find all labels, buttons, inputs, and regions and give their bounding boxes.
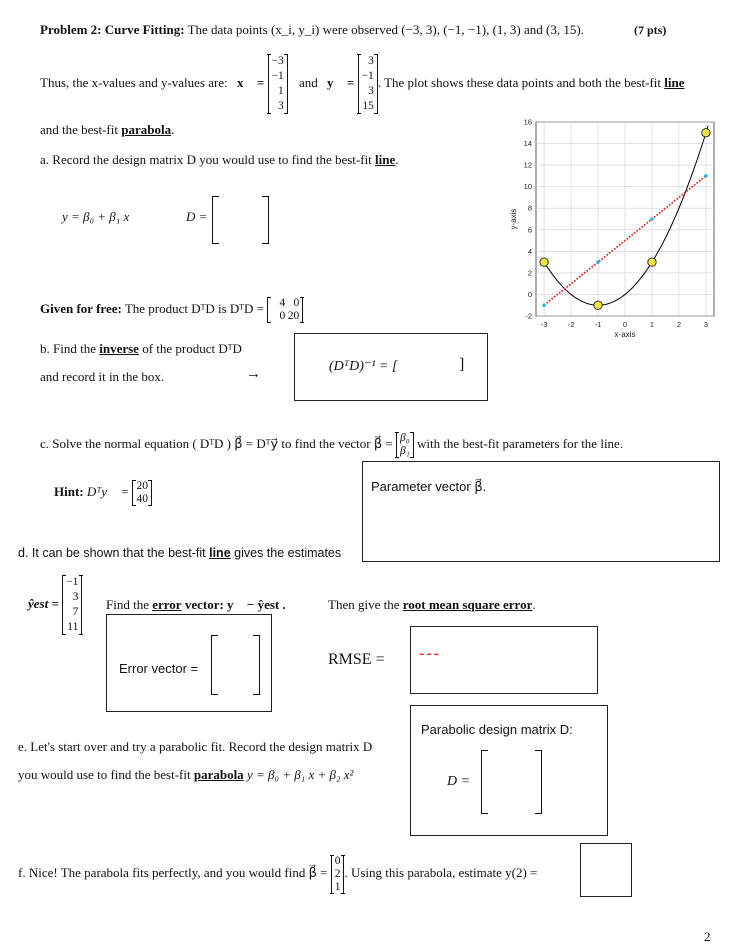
part-e-line1: e. Let's start over and try a parabolic fit. Record the design matrix D: [18, 739, 373, 754]
dtd-entry: 0: [293, 297, 300, 310]
hint-label: Hint:: [54, 484, 84, 499]
line-equation: y = β₀ + β₁ x: [62, 209, 130, 224]
line-word: line: [209, 546, 231, 560]
rmse-label: RMSE =: [328, 651, 385, 668]
part-d-text: d. It can be shown that the best-fit line gives the estimates: [18, 546, 342, 560]
hint-vector: [132, 480, 152, 506]
estimate-point: [542, 303, 546, 307]
x-tick-label: 1: [649, 320, 655, 329]
parabola-beta-entry: 1: [334, 880, 341, 893]
beta-vector: [396, 432, 414, 458]
y-tick-label: 4: [527, 246, 532, 256]
data-point: [702, 129, 710, 137]
y-tick-label: 8: [527, 203, 532, 213]
y-tick-label: 16: [523, 118, 532, 127]
dtd-row: [271, 310, 299, 323]
best-fit-parabola-text: and the best-fit parabola.: [40, 122, 175, 137]
points-label: (7 pts): [634, 23, 667, 37]
problem-header: [40, 22, 584, 38]
y-vector: [358, 54, 378, 114]
given-text: The product DᵀD is DᵀD =: [124, 301, 264, 316]
yest-label: ŷest =: [28, 596, 59, 611]
arrow-icon: →: [246, 366, 261, 382]
rmse-instruction: Then give the root mean square error.: [328, 597, 536, 612]
rmse-answer-box[interactable]: [410, 626, 598, 694]
yest-entry: 11: [67, 621, 79, 634]
line-word: line: [664, 75, 685, 90]
rmse-dashes: ---: [419, 645, 441, 662]
x-tick-label: -3: [540, 320, 548, 329]
parabolic-design-matrix-box[interactable]: [410, 705, 608, 836]
dtd-entry: 20: [287, 310, 300, 323]
x-axis-label: x-axis: [614, 330, 636, 339]
y-vector-entry: 15: [362, 100, 374, 113]
error-vector-right-bracket: [253, 635, 260, 695]
estimate-point: [650, 217, 654, 221]
part-f-line: f. Nice! The parabola fits perfectly, and you would find β⃗ = 0 2 1 . Using this parabola, estimate y(2) =: [18, 854, 538, 893]
beta-entry: β₁: [399, 445, 410, 458]
x-vector-entry: −1: [271, 70, 284, 83]
line-word: line: [375, 152, 396, 167]
beta-entry: β₀: [399, 432, 410, 445]
parabola-word: parabola: [193, 767, 244, 782]
dtd-matrix: [267, 297, 303, 323]
y-tick-label: 14: [523, 139, 532, 149]
y-tick-label: 0: [527, 289, 532, 299]
parabola-word: parabola: [121, 122, 172, 137]
rmse-word: root mean square error: [402, 597, 533, 612]
page-number: 2: [704, 929, 711, 944]
inverse-word: inverse: [99, 341, 139, 356]
parabolic-right-bracket: [535, 750, 542, 814]
problem-label: Problem 2: Curve Fitting:: [40, 22, 185, 37]
intro-text: The data points (x_i, y_i) were observed (−3, 3), (−1, −1), (1, 3) and (3, 15).: [187, 22, 584, 37]
hint-line: [54, 476, 152, 508]
y-vector-entry: 3: [368, 85, 374, 98]
x-tick-label: -2: [567, 320, 575, 329]
yest-vector: [62, 575, 82, 635]
curve-fit-chart: [502, 118, 732, 348]
error-vector-box[interactable]: [106, 614, 272, 712]
error-word: error: [152, 597, 182, 612]
x-vector-label: x⃗ =: [236, 75, 265, 90]
y-tick-label: 6: [527, 225, 532, 235]
data-point: [594, 301, 602, 309]
x-tick-label: 2: [676, 320, 682, 329]
inverse-answer-box[interactable]: [294, 333, 488, 401]
data-point: [648, 258, 656, 266]
parabola-beta-entry: 2: [334, 867, 341, 880]
estimate-point: [704, 174, 708, 178]
y-vector-label: y⃗ =: [327, 75, 355, 90]
hint-entry: 40: [136, 493, 148, 506]
parabola-equation: y = β₀ + β₁ x + β₂ x²: [246, 767, 354, 782]
y-axis-label: y-axis: [509, 208, 518, 230]
given-label: Given for free:: [40, 301, 122, 316]
inverse-label: (DᵀD)⁻¹ = [: [329, 359, 398, 374]
dtd-entry: 0: [279, 310, 286, 323]
part-e-line2: you would use to find the best-fit parabola y = β₀ + β₁ x + β₂ x²: [18, 767, 354, 782]
parabolic-left-bracket: [481, 750, 488, 814]
x-vector-entry: −3: [271, 55, 284, 68]
part-b-text: b. Find the inverse of the product DᵀD: [40, 341, 242, 356]
yest-line: [28, 572, 82, 636]
error-vector-left-bracket: [211, 635, 218, 695]
x-tick-label: 3: [703, 320, 708, 329]
vectors-line: [40, 50, 685, 116]
design-matrix-right-bracket: [262, 196, 269, 244]
yest-entry: −1: [66, 576, 79, 589]
part-a-text: a. Record the design matrix D you would use to find the best-fit line.: [40, 152, 399, 167]
y-tick-label: 2: [527, 268, 532, 278]
yest-entry: 7: [72, 606, 79, 619]
x-tick-label: 0: [622, 320, 628, 329]
error-vector-label: Error vector =: [119, 661, 199, 676]
design-matrix-left-bracket: [212, 196, 219, 244]
parabola-beta-vector: [331, 855, 345, 894]
x-vector: [268, 54, 288, 114]
data-point: [540, 258, 548, 266]
parabolic-d-label: D =: [447, 774, 471, 789]
plot-text: . The plot shows these data points and both the best-fit: [377, 75, 662, 90]
and-text: and: [299, 75, 318, 90]
inverse-close-bracket: ]: [459, 356, 465, 373]
yest-entry: 3: [72, 591, 79, 604]
y-vector-entry: 3: [368, 55, 374, 68]
parabola-beta-entry: 0: [334, 854, 341, 867]
given-line: [40, 293, 303, 325]
dtd-entry: 4: [279, 297, 286, 310]
part-c-line: c. Solve the normal equation ( DᵀD ) β⃗ = Dᵀy⃗ to find the vector β⃗ = β₀ β₁ with the best-fit parameters for the line.: [40, 432, 624, 458]
hint-text: Dᵀy⃗ =: [86, 484, 130, 499]
x-vector-entry: 1: [278, 85, 284, 98]
x-vector-entry: 3: [278, 100, 284, 113]
x-tick-label: -1: [594, 320, 602, 329]
find-error-text: Find the error vector: y⃗ − ŷest .: [106, 597, 286, 612]
parameter-vector-box[interactable]: [362, 461, 720, 562]
hint-entry: 20: [136, 480, 148, 493]
part-b-line2: and record it in the box.: [40, 369, 165, 384]
thus-text: Thus, the x-values and y-values are:: [40, 75, 228, 90]
parameter-vector-label: Parameter vector β⃗.: [371, 479, 487, 494]
parabolic-box-title: Parabolic design matrix D:: [421, 722, 573, 737]
y-vector-entry: −1: [361, 70, 374, 83]
y-tick-label: 12: [523, 160, 532, 170]
dtd-row: [271, 297, 299, 310]
design-matrix-label: D =: [186, 209, 208, 224]
y-tick-label: 10: [523, 182, 532, 192]
estimate-point: [596, 260, 600, 264]
y-tick-label: -2: [525, 311, 532, 321]
y2-answer-box[interactable]: [580, 843, 632, 897]
